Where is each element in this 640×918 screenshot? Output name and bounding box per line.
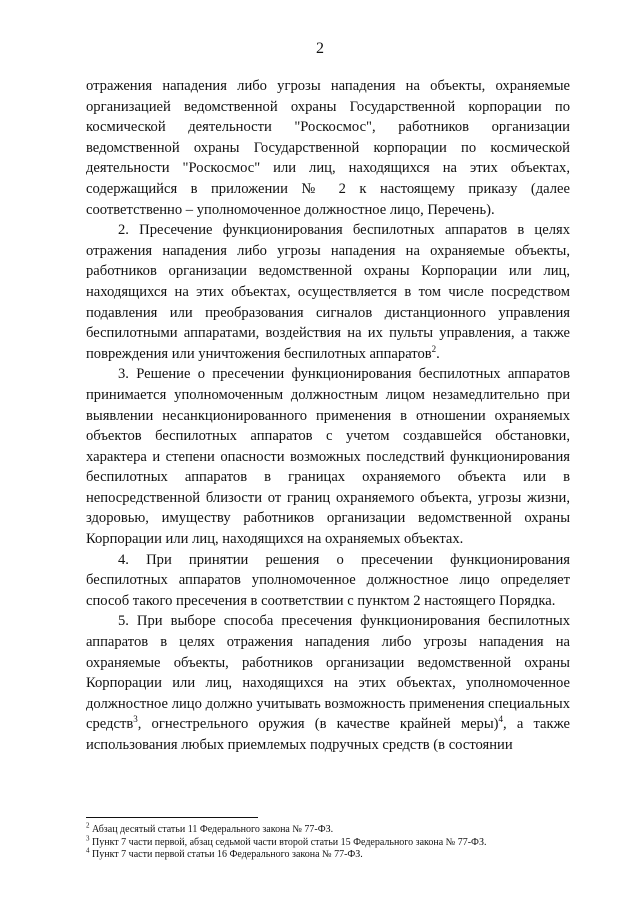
footnote-number: 2 <box>86 821 90 830</box>
footnote <box>86 821 570 837</box>
footnote-text: Пункт 7 части первой статьи 16 Федерального закона № 77-ФЗ. <box>89 849 363 860</box>
footnotes <box>86 821 570 862</box>
paragraph-text: 5. При выборе способа пресечения функционирования беспилотных аппаратов в целях отражения нападения либо угрозы нападения на охраняемые объекты, работников организации ведомственной охраны Корпорации или лиц, находящихся на этих объектах, уполномоченное должностное лицо должно учитывать возможность применения специальных средств <box>86 613 570 733</box>
footnote <box>86 834 570 850</box>
paragraph-continuation <box>86 76 570 220</box>
footnote-text: Пункт 7 части первой, абзац седьмой части второй статьи 15 Федерального закона № 77-ФЗ. <box>89 836 487 848</box>
footnote-ref: 4 <box>498 714 504 725</box>
paragraph-item-4 <box>86 550 570 612</box>
paragraph-text: 2. Пресечение функционирования беспилотных аппаратов в целях отражения нападения либо угрозы нападения на охраняемые объекты, работников организации ведомственной охраны Корпорации или лиц, находящихся на этих объектах, осуществляется в том числе посредством подавления или преобразования сигналов дистанционного управления беспилотными аппаратами, воздействия на их пульты управления, а также повреждения или уничтожения беспилотных аппаратов <box>86 222 570 362</box>
footnote-ref: 3 <box>133 714 138 725</box>
footnote-number: 4 <box>86 846 90 855</box>
paragraph-text: , а также использования любых приемлемых подручных средств (в состоянии <box>86 716 570 753</box>
paragraph-item-2 <box>86 220 570 364</box>
paragraph-text: 3. Решение о пресечении функционирования беспилотных аппаратов принимается уполномоченным должностным лицом незамедлительно при выявлении несанкционированного применения в отношении охраняемых объектов беспилотных аппаратов с учетом создавшейся обстановки, характера и степени опасности возможных последствий функционирования беспилотных аппаратов в границах охраняемого объекта или в непосредственной близости от границ охраняемого объекта, угрозы жизни, здоровью, имуществу работников организации ведомственной охраны Корпорации или лиц, находящихся на охраняемых объектах. <box>86 366 570 548</box>
paragraph-item-5 <box>86 611 570 755</box>
footnote-ref: 2 <box>431 343 437 354</box>
paragraph-text: . <box>436 345 440 362</box>
paragraph-item-3 <box>86 364 570 549</box>
document-body <box>86 76 570 756</box>
footnote <box>86 846 570 862</box>
footnote-separator <box>86 817 258 818</box>
footnote-number: 3 <box>86 834 90 843</box>
paragraph-text: отражения нападения либо угрозы нападения на объекты, охраняемые организацией ведомственной охраны Государственной корпорации по космической деятельности "Роскосмос", работников организации ведомственной охраны Государственной корпорации по космической деятельности "Роскосмос" или лиц, находящихся на этих объектах, содержащийся в приложении № 2 к настоящему приказу (далее соответственно – уполномоченное должностное лицо, Перечень). <box>86 78 570 218</box>
paragraph-text: , огнестрельного оружия (в качестве крайней меры) <box>137 716 499 733</box>
footnote-text: Абзац десятый статьи 11 Федерального закона № 77-ФЗ. <box>89 824 334 835</box>
paragraph-text: 4. При принятии решения о пресечении функционирования беспилотных аппаратов уполномоченное должностное лицо определяет способ такого пресечения в соответствии с пунктом 2 настоящего Порядка. <box>86 551 570 609</box>
page-number: 2 <box>316 40 324 57</box>
